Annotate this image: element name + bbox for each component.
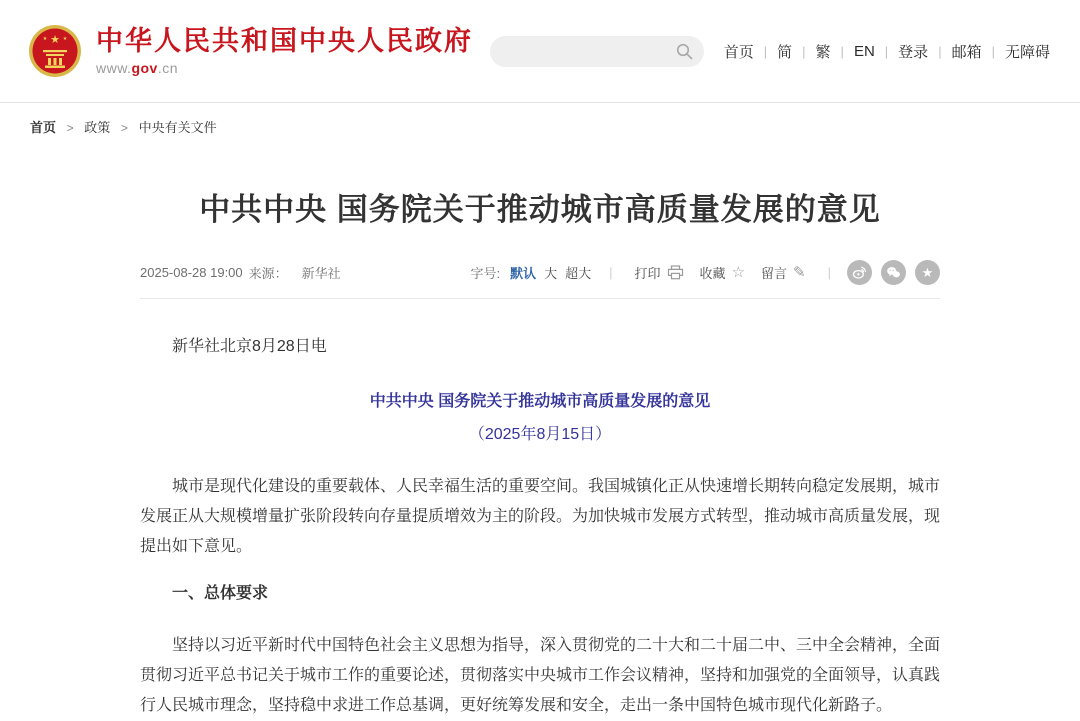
nav-mail[interactable]: 邮箱 <box>951 43 982 61</box>
breadcrumb-policy[interactable]: 政策 <box>84 120 111 135</box>
search-box <box>490 36 704 67</box>
national-emblem-logo <box>28 24 82 78</box>
comment-button[interactable]: 留言 ✎ <box>761 264 806 281</box>
header-nav: 首页 | 简 | 繁 | EN | 登录 | 邮箱 | 无障碍 <box>723 42 1050 61</box>
document-title: 中共中央 国务院关于推动城市高质量发展的意见 <box>369 393 711 410</box>
font-size-large-button[interactable]: 大 <box>544 266 558 281</box>
svg-text:★: ★ <box>62 36 68 42</box>
search-icon[interactable] <box>676 43 693 60</box>
nav-traditional[interactable]: 繁 <box>815 43 831 61</box>
meta-separator: | <box>609 265 613 280</box>
share-buttons <box>847 260 940 285</box>
pencil-icon: ✎ <box>793 264 806 281</box>
page-title: 中共中央 国务院关于推动城市高质量发展的意见 <box>199 192 881 227</box>
star-glyph: ★ <box>921 265 934 280</box>
meta-separator: | <box>827 265 831 280</box>
site-header <box>0 0 1080 103</box>
section-heading: 一、总体要求 <box>172 585 269 602</box>
article-container <box>140 184 940 721</box>
source-value: 新华社 <box>301 266 341 281</box>
site-url: www.gov.cn <box>96 60 179 77</box>
qzone-share-icon[interactable] <box>915 260 940 285</box>
article-body <box>140 332 940 721</box>
site-title: 中华人民共和国中央人民政府 <box>96 25 473 56</box>
weibo-share-icon[interactable] <box>847 260 872 285</box>
breadcrumb <box>0 103 1080 146</box>
meta-divider <box>140 298 940 299</box>
paragraph-intro: 城市是现代化建设的重要载体、人民幸福生活的重要空间。我国城镇化正从快速增长期转向稳定发展期，城市发展正从大规模增量扩张阶段转向存量提质增效为主的阶段。为加快城市发展方式转型，推动城市高质量发展，现提出如下意见。 <box>140 478 941 555</box>
publish-datetime: 2025-08-28 19:00 <box>140 265 243 280</box>
source-label: 来源： <box>248 266 288 281</box>
breadcrumb-separator: > <box>66 121 74 135</box>
favorite-button[interactable]: 收藏 ☆ <box>699 264 746 281</box>
font-size-default-button[interactable]: 默认 <box>510 266 537 281</box>
wechat-share-icon[interactable] <box>881 260 906 285</box>
nav-accessibility[interactable]: 无障碍 <box>1004 43 1050 61</box>
breadcrumb-separator: > <box>120 121 128 135</box>
breadcrumb-home[interactable]: 首页 <box>30 120 57 135</box>
paragraph-section: 坚持以习近平新时代中国特色社会主义思想为指导，深入贯彻党的二十大和二十届二中、三中全会精神，全面贯彻习近平总书记关于城市工作的重要论述，贯彻落实中央城市工作会议精神，坚持和加强党的全面领导，认真践行人民城市理念，坚持稳中求进工作总基调，更好统筹发展和安全，走出一条中国特色城市现代化新路子。 <box>140 637 941 714</box>
dateline: 新华社北京8月28日电 <box>172 338 327 355</box>
breadcrumb-current[interactable]: 中央有关文件 <box>138 120 217 135</box>
article-meta-row <box>140 260 940 285</box>
font-size-xlarge-button[interactable]: 超大 <box>565 266 592 281</box>
site-brand[interactable] <box>28 24 473 78</box>
star-icon: ☆ <box>731 264 746 281</box>
nav-home[interactable]: 首页 <box>723 43 754 61</box>
svg-text:★: ★ <box>42 36 48 42</box>
printer-icon <box>667 265 684 280</box>
document-date: （2025年8月15日） <box>468 426 612 443</box>
search-input[interactable] <box>490 36 704 67</box>
svg-text:★: ★ <box>50 34 60 46</box>
nav-simplified[interactable]: 简 <box>777 43 793 61</box>
print-button[interactable]: 打印 <box>635 263 684 282</box>
nav-english[interactable]: EN <box>853 42 875 60</box>
nav-login[interactable]: 登录 <box>898 43 929 61</box>
font-size-label: 字号: <box>470 266 501 281</box>
